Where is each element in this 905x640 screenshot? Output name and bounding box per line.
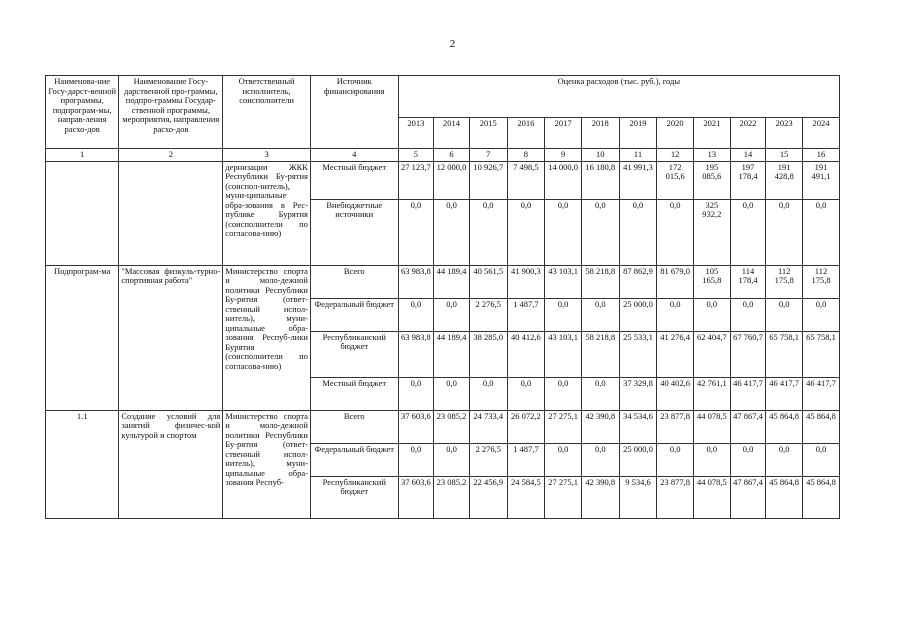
value-cell: 24 733,4 bbox=[469, 410, 507, 443]
value-cell: 0,0 bbox=[434, 298, 470, 331]
value-cell: 42 761,1 bbox=[694, 377, 731, 410]
value-cell: 0,0 bbox=[469, 199, 507, 265]
value-cell: 25 000,0 bbox=[619, 298, 657, 331]
value-cell: 105 165,8 bbox=[694, 265, 731, 298]
value-cell: 67 760,7 bbox=[730, 331, 766, 377]
funding-source-cell: Всего bbox=[310, 265, 398, 298]
value-cell: 45 864,8 bbox=[803, 410, 840, 443]
value-cell: 23 085,2 bbox=[434, 476, 470, 518]
program-type-cell: Подпрограм-ма bbox=[46, 265, 119, 410]
value-cell: 16 180,8 bbox=[581, 161, 619, 199]
value-cell: 0,0 bbox=[434, 377, 470, 410]
value-cell: 0,0 bbox=[434, 199, 470, 265]
value-cell: 0,0 bbox=[545, 298, 582, 331]
header-col3: Ответственный исполнитель, соисполнители bbox=[223, 76, 311, 149]
funding-source-cell: Внебюджетные источники bbox=[310, 199, 398, 265]
table-row bbox=[46, 161, 840, 199]
budget-table bbox=[45, 75, 840, 519]
program-name-cell: Создание условий для занятий физичес-кой культурой и спортом bbox=[119, 410, 223, 518]
value-cell: 0,0 bbox=[507, 377, 545, 410]
page-number: 2 bbox=[449, 38, 456, 50]
value-cell: 45 864,8 bbox=[766, 476, 803, 518]
funding-source-cell: Республиканский бюджет bbox=[310, 331, 398, 377]
year-header: 2023 bbox=[766, 117, 803, 148]
value-cell: 9 534,6 bbox=[619, 476, 657, 518]
value-cell: 23 085,2 bbox=[434, 410, 470, 443]
value-cell: 45 864,8 bbox=[803, 476, 840, 518]
value-cell: 0,0 bbox=[545, 443, 582, 476]
column-number: 2 bbox=[119, 149, 223, 162]
value-cell: 22 456,9 bbox=[469, 476, 507, 518]
table-row bbox=[46, 410, 840, 443]
value-cell: 12 000,0 bbox=[434, 161, 470, 199]
value-cell: 0,0 bbox=[619, 199, 657, 265]
value-cell: 0,0 bbox=[730, 443, 766, 476]
column-number: 9 bbox=[545, 149, 582, 162]
value-cell: 0,0 bbox=[398, 377, 434, 410]
value-cell: 47 867,4 bbox=[730, 410, 766, 443]
column-number: 11 bbox=[619, 149, 657, 162]
value-cell: 40 402,6 bbox=[657, 377, 694, 410]
value-cell: 81 679,0 bbox=[657, 265, 694, 298]
header-col1: Наименова-ние Госу-дарст-венной программы, подпрограм-мы, направ-ления расхо-дов bbox=[46, 76, 119, 149]
year-header: 2014 bbox=[434, 117, 470, 148]
value-cell: 0,0 bbox=[766, 443, 803, 476]
table-row bbox=[46, 265, 840, 298]
value-cell: 44 189,4 bbox=[434, 331, 470, 377]
year-header: 2017 bbox=[545, 117, 582, 148]
value-cell: 7 498,5 bbox=[507, 161, 545, 199]
value-cell: 1 487,7 bbox=[507, 298, 545, 331]
value-cell: 195 085,6 bbox=[694, 161, 731, 199]
column-number: 15 bbox=[766, 149, 803, 162]
value-cell: 45 864,8 bbox=[766, 410, 803, 443]
value-cell: 37 603,6 bbox=[398, 476, 434, 518]
value-cell: 27 275,1 bbox=[545, 476, 582, 518]
funding-source-cell: Местный бюджет bbox=[310, 377, 398, 410]
column-number-row bbox=[46, 149, 840, 162]
value-cell: 58 218,8 bbox=[581, 265, 619, 298]
column-number: 5 bbox=[398, 149, 434, 162]
value-cell: 0,0 bbox=[657, 443, 694, 476]
value-cell: 0,0 bbox=[657, 298, 694, 331]
value-cell: 0,0 bbox=[730, 199, 766, 265]
value-cell: 43 103,1 bbox=[545, 265, 582, 298]
table-body bbox=[46, 161, 840, 518]
value-cell: 46 417,7 bbox=[766, 377, 803, 410]
value-cell: 0,0 bbox=[581, 377, 619, 410]
value-cell: 43 103,1 bbox=[545, 331, 582, 377]
value-cell: 112 175,8 bbox=[803, 265, 840, 298]
value-cell: 62 404,7 bbox=[694, 331, 731, 377]
value-cell: 0,0 bbox=[730, 298, 766, 331]
value-cell: 46 417,7 bbox=[803, 377, 840, 410]
value-cell: 38 285,0 bbox=[469, 331, 507, 377]
header-col4: Источник финансирования bbox=[310, 76, 398, 149]
value-cell: 0,0 bbox=[803, 298, 840, 331]
header-estimate: Оценка расходов (тыс. руб.), годы bbox=[398, 76, 839, 118]
value-cell: 37 603,6 bbox=[398, 410, 434, 443]
column-number: 6 bbox=[434, 149, 470, 162]
value-cell: 172 015,6 bbox=[657, 161, 694, 199]
value-cell: 114 178,4 bbox=[730, 265, 766, 298]
value-cell: 0,0 bbox=[434, 443, 470, 476]
year-header: 2022 bbox=[730, 117, 766, 148]
value-cell: 44 078,5 bbox=[694, 410, 731, 443]
executor-cell: дернизации ЖКК Республики Бу-рятия (соиспол-нитель), муни-ципальные обра-зования в Рес-публике Бурятия (соисполнители по согласова-нию) bbox=[223, 161, 311, 265]
value-cell: 0,0 bbox=[694, 298, 731, 331]
year-header: 2024 bbox=[803, 117, 840, 148]
value-cell: 40 412,6 bbox=[507, 331, 545, 377]
column-number: 12 bbox=[657, 149, 694, 162]
year-header: 2019 bbox=[619, 117, 657, 148]
value-cell: 63 983,8 bbox=[398, 331, 434, 377]
funding-source-cell: Республиканский бюджет bbox=[310, 476, 398, 518]
value-cell: 65 758,1 bbox=[803, 331, 840, 377]
value-cell: 34 534,6 bbox=[619, 410, 657, 443]
value-cell: 0,0 bbox=[803, 199, 840, 265]
value-cell: 0,0 bbox=[581, 199, 619, 265]
value-cell: 191 491,1 bbox=[803, 161, 840, 199]
year-header: 2013 bbox=[398, 117, 434, 148]
value-cell: 47 867,4 bbox=[730, 476, 766, 518]
column-number: 16 bbox=[803, 149, 840, 162]
value-cell: 2 276,5 bbox=[469, 298, 507, 331]
header-col2: Наименование Госу-дарственной про-граммы, подпро-граммы Государ-ственной программы, мероприятия, направления расхо-дов bbox=[119, 76, 223, 149]
value-cell: 23 877,8 bbox=[657, 410, 694, 443]
program-name-cell: "Массовая физкуль-турно-спортивная работа" bbox=[119, 265, 223, 410]
value-cell: 41 991,3 bbox=[619, 161, 657, 199]
value-cell: 1 487,7 bbox=[507, 443, 545, 476]
value-cell: 0,0 bbox=[469, 377, 507, 410]
value-cell: 25 533,1 bbox=[619, 331, 657, 377]
column-number: 8 bbox=[507, 149, 545, 162]
column-number: 4 bbox=[310, 149, 398, 162]
program-type-cell: 1.1 bbox=[46, 410, 119, 518]
value-cell: 58 218,8 bbox=[581, 331, 619, 377]
funding-source-cell: Федеральный бюджет bbox=[310, 298, 398, 331]
value-cell: 0,0 bbox=[803, 443, 840, 476]
value-cell: 0,0 bbox=[694, 443, 731, 476]
year-header: 2016 bbox=[507, 117, 545, 148]
program-type-cell bbox=[46, 161, 119, 265]
value-cell: 25 000,0 bbox=[619, 443, 657, 476]
funding-source-cell: Всего bbox=[310, 410, 398, 443]
year-header: 2021 bbox=[694, 117, 731, 148]
value-cell: 0,0 bbox=[766, 298, 803, 331]
funding-source-cell: Федеральный бюджет bbox=[310, 443, 398, 476]
year-header: 2020 bbox=[657, 117, 694, 148]
column-number: 13 bbox=[694, 149, 731, 162]
column-number: 14 bbox=[730, 149, 766, 162]
column-number: 7 bbox=[469, 149, 507, 162]
value-cell: 197 178,4 bbox=[730, 161, 766, 199]
value-cell: 0,0 bbox=[581, 298, 619, 331]
value-cell: 87 862,9 bbox=[619, 265, 657, 298]
value-cell: 2 276,5 bbox=[469, 443, 507, 476]
value-cell: 112 175,8 bbox=[766, 265, 803, 298]
value-cell: 44 078,5 bbox=[694, 476, 731, 518]
value-cell: 42 390,8 bbox=[581, 476, 619, 518]
value-cell: 0,0 bbox=[766, 199, 803, 265]
column-number: 3 bbox=[223, 149, 311, 162]
value-cell: 191 428,8 bbox=[766, 161, 803, 199]
value-cell: 0,0 bbox=[545, 377, 582, 410]
value-cell: 325 932,2 bbox=[694, 199, 731, 265]
value-cell: 0,0 bbox=[581, 443, 619, 476]
value-cell: 10 926,7 bbox=[469, 161, 507, 199]
value-cell: 42 390,8 bbox=[581, 410, 619, 443]
value-cell: 27 275,1 bbox=[545, 410, 582, 443]
column-number: 10 bbox=[581, 149, 619, 162]
value-cell: 0,0 bbox=[657, 199, 694, 265]
value-cell: 0,0 bbox=[398, 443, 434, 476]
funding-source-cell: Местный бюджет bbox=[310, 161, 398, 199]
value-cell: 41 276,4 bbox=[657, 331, 694, 377]
year-header: 2015 bbox=[469, 117, 507, 148]
value-cell: 0,0 bbox=[398, 298, 434, 331]
value-cell: 14 000,0 bbox=[545, 161, 582, 199]
value-cell: 26 072,2 bbox=[507, 410, 545, 443]
value-cell: 40 561,5 bbox=[469, 265, 507, 298]
column-number: 1 bbox=[46, 149, 119, 162]
value-cell: 0,0 bbox=[545, 199, 582, 265]
value-cell: 24 584,5 bbox=[507, 476, 545, 518]
value-cell: 27 123,7 bbox=[398, 161, 434, 199]
value-cell: 23 877,8 bbox=[657, 476, 694, 518]
value-cell: 37 329,8 bbox=[619, 377, 657, 410]
value-cell: 0,0 bbox=[507, 199, 545, 265]
executor-cell: Министерство спорта и моло-дежной политики Республики Бу-рятия (ответ-ственный испол-нитель), муни-ципальные обра-зования Респуб- bbox=[223, 410, 311, 518]
value-cell: 46 417,7 bbox=[730, 377, 766, 410]
executor-cell: Министерство спорта и моло-дежной политики Республики Бу-рятия (ответ-ственный испол-нитель), муни-ципальные обра-зования Респуб-лики Бурятия (соисполнители по согласова-нию) bbox=[223, 265, 311, 410]
value-cell: 0,0 bbox=[398, 199, 434, 265]
year-header: 2018 bbox=[581, 117, 619, 148]
program-name-cell bbox=[119, 161, 223, 265]
value-cell: 65 758,1 bbox=[766, 331, 803, 377]
value-cell: 41 900,3 bbox=[507, 265, 545, 298]
value-cell: 44 189,4 bbox=[434, 265, 470, 298]
value-cell: 63 983,8 bbox=[398, 265, 434, 298]
